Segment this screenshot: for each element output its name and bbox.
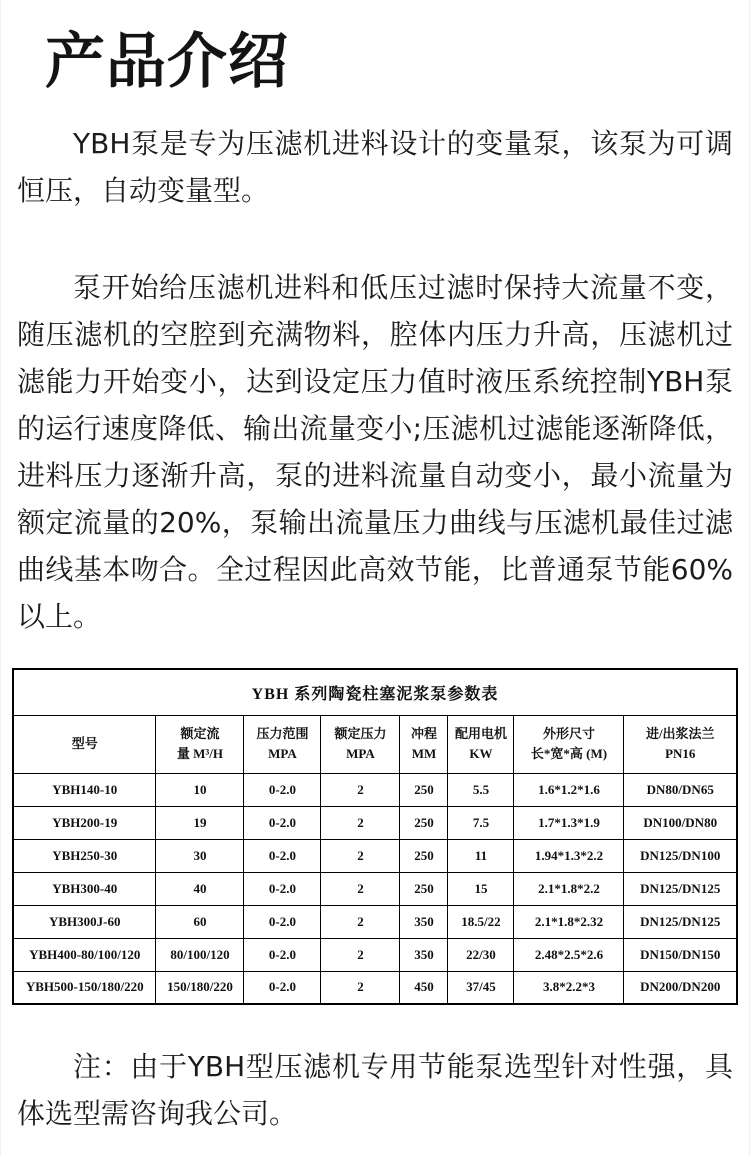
table-cell: 0-2.0 [244, 806, 321, 839]
table-cell: 40 [156, 872, 244, 905]
table-cell: DN80/DN65 [624, 773, 737, 806]
table-cell: YBH500-150/180/220 [13, 971, 156, 1004]
table-cell: 2 [321, 938, 400, 971]
table-cell: DN125/DN125 [624, 872, 737, 905]
table-cell: 19 [156, 806, 244, 839]
table-cell: 18.5/22 [448, 905, 514, 938]
table-cell: 2 [321, 839, 400, 872]
table-title-row [13, 669, 737, 715]
table-cell: DN125/DN100 [624, 839, 737, 872]
table-cell: 22/30 [448, 938, 514, 971]
table-cell: 15 [448, 872, 514, 905]
column-header: 压力范围 MPA [244, 715, 321, 773]
table-body [13, 773, 737, 1004]
table-cell: 2 [321, 773, 400, 806]
table-cell: 1.94*1.3*2.2 [514, 839, 624, 872]
table-cell: 250 [400, 839, 448, 872]
column-header: 进/出浆法兰 PN16 [624, 715, 737, 773]
column-header: 额定流 量 M³/H [156, 715, 244, 773]
table-cell: 11 [448, 839, 514, 872]
table-cell: DN150/DN150 [624, 938, 737, 971]
table-cell: DN200/DN200 [624, 971, 737, 1004]
table-cell: 3.8*2.2*3 [514, 971, 624, 1004]
table-row [13, 839, 737, 872]
table-title: YBH 系列陶瓷柱塞泥浆泵参数表 [13, 669, 737, 715]
table-cell: 0-2.0 [244, 872, 321, 905]
table-cell: 250 [400, 806, 448, 839]
column-header: 配用电机 KW [448, 715, 514, 773]
table-cell: 30 [156, 839, 244, 872]
table-cell: 2.1*1.8*2.2 [514, 872, 624, 905]
table-cell: YBH140-10 [13, 773, 156, 806]
table-cell: 0-2.0 [244, 839, 321, 872]
table-cell: 7.5 [448, 806, 514, 839]
table-cell: 80/100/120 [156, 938, 244, 971]
table-cell: 2.1*1.8*2.32 [514, 905, 624, 938]
table-cell: 0-2.0 [244, 773, 321, 806]
table-cell: 5.5 [448, 773, 514, 806]
table-cell: YBH300J-60 [13, 905, 156, 938]
table-cell: 2 [321, 905, 400, 938]
table-cell: 0-2.0 [244, 905, 321, 938]
column-header: 额定压力 MPA [321, 715, 400, 773]
table-cell: 37/45 [448, 971, 514, 1004]
table-cell: 2 [321, 872, 400, 905]
note-paragraph: 注：由于YBH型压滤机专用节能泵选型针对性强，具体选型需咨询我公司。 [17, 1050, 733, 1130]
table-cell: DN125/DN125 [624, 905, 737, 938]
table-row [13, 872, 737, 905]
table-row [13, 806, 737, 839]
table-cell: 350 [400, 938, 448, 971]
table-cell: 1.6*1.2*1.6 [514, 773, 624, 806]
table-cell: 250 [400, 773, 448, 806]
body-paragraph: 泵开始给压滤机进料和低压过滤时保持大流量不变，随压滤机的空腔到充满物料，腔体内压力升高，压滤机过滤能力开始变小，达到设定压力值时液压系统控制YBH泵的运行速度降低、输出流量变小;压滤机过滤能逐渐降低，进料压力逐渐升高，泵的进料流量自动变小，最小流量为额定流量的20%，泵输出流量压力曲线与压滤机最佳过滤曲线基本吻合。全过程因此高效节能，比普通泵节能60%以上。 [17, 271, 733, 633]
table-cell: 2.48*2.5*2.6 [514, 938, 624, 971]
table-header-row [13, 715, 737, 773]
table-cell: 2 [321, 806, 400, 839]
table-row [13, 773, 737, 806]
table-cell: 1.7*1.3*1.9 [514, 806, 624, 839]
table-row [13, 938, 737, 971]
table-cell: YBH250-30 [13, 839, 156, 872]
column-header: 外形尺寸 长*宽*高 (M) [514, 715, 624, 773]
table-cell: 0-2.0 [244, 971, 321, 1004]
page-title: 产品介绍 [45, 27, 289, 97]
table-cell: DN100/DN80 [624, 806, 737, 839]
table-row [13, 905, 737, 938]
table-cell: 250 [400, 872, 448, 905]
column-header: 冲程 MM [400, 715, 448, 773]
table-cell: 10 [156, 773, 244, 806]
table-cell: 60 [156, 905, 244, 938]
table-cell: YBH400-80/100/120 [13, 938, 156, 971]
table-cell: YBH300-40 [13, 872, 156, 905]
table-cell: 450 [400, 971, 448, 1004]
table-cell: 2 [321, 971, 400, 1004]
intro-paragraph: YBH泵是专为压滤机进料设计的变量泵，该泵为可调恒压，自动变量型。 [17, 127, 733, 207]
table-cell: 150/180/220 [156, 971, 244, 1004]
table-row [13, 971, 737, 1004]
pump-parameter-table [12, 668, 738, 1005]
table-cell: 350 [400, 905, 448, 938]
table-cell: YBH200-19 [13, 806, 156, 839]
column-header: 型号 [13, 715, 156, 773]
table-cell: 0-2.0 [244, 938, 321, 971]
